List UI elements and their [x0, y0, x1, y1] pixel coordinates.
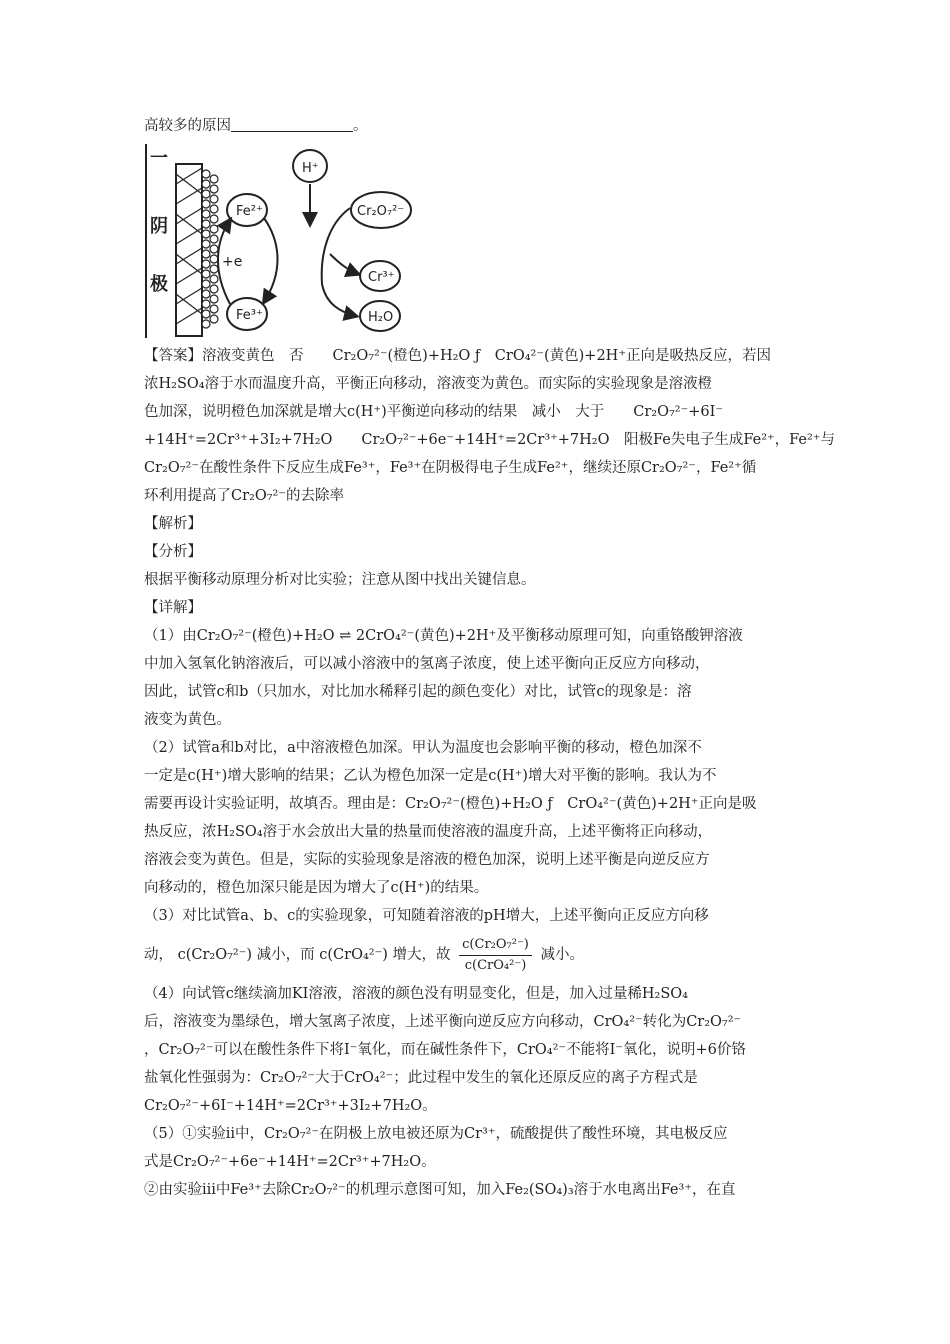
- part-3-post: 减小。: [540, 947, 584, 963]
- fenxi-heading: 【分析】: [144, 544, 202, 560]
- concentration-ratio: [459, 937, 532, 974]
- part-5: [144, 1120, 804, 1204]
- c-cro4: c(CrO₄²⁻): [319, 947, 388, 963]
- cr2o7-label: Cr₂O₇²⁻: [357, 204, 405, 219]
- part-2-line: 一定是c(H⁺)增大影响的结果；乙认为橙色加深一定是c(H⁺)增大对平衡的影响。我认为不: [144, 768, 717, 784]
- diagram-char-2: 阴: [150, 216, 168, 237]
- ratio-numerator: c(Cr₂O₇²⁻): [459, 937, 532, 956]
- cr3-label: Cr³⁺: [368, 270, 395, 285]
- part-4-line: （4）向试管c继续滴加KI溶液，溶液的颜色没有明显变化，但是，加入过量稀H₂SO₄: [144, 986, 688, 1002]
- fe3-label: Fe³⁺: [236, 308, 263, 323]
- cathode-mechanism-diagram: [144, 144, 426, 338]
- h-label: H⁺: [302, 161, 319, 176]
- answer-line: Cr₂O₇²⁻在酸性条件下反应生成Fe³⁺，Fe³⁺在阴极得电子生成Fe²⁺，继续还原Cr₂O₇²⁻，Fe²⁺循: [144, 460, 757, 476]
- intro-line: [144, 112, 804, 140]
- part-2: [144, 734, 804, 902]
- answer-block: [144, 342, 835, 510]
- intro-end: 。: [353, 118, 368, 134]
- h2o-label: H₂O: [368, 310, 394, 325]
- xiangjie-heading: 【详解】: [144, 600, 202, 616]
- document-body: [144, 112, 835, 1204]
- answer-line: +14H⁺=2Cr³⁺+3I₂+7H₂O Cr₂O₇²⁻+6e⁻+14H⁺=2Cr³⁺+7H₂O 阳极Fe失电子生成Fe²⁺，Fe²⁺与: [144, 432, 835, 448]
- diagram-char-1: 一: [150, 148, 168, 169]
- plus-e-label: +e: [222, 254, 243, 270]
- part-4-line: Cr₂O₇²⁻+6I⁻+14H⁺=2Cr³⁺+3I₂+7H₂O。: [144, 1098, 437, 1114]
- c-cr2o7: c(Cr₂O₇²⁻): [177, 947, 253, 963]
- answer-blank[interactable]: [231, 117, 353, 132]
- part-1-line: （1）由Cr₂O₇²⁻(橙色)+H₂O ⇌ 2CrO₄²⁻(黄色)+2H⁺及平衡移动原理可知，向重铬酸钾溶液: [144, 628, 743, 644]
- part-2-line: 需要再设计实验证明，故填否。理由是：Cr₂O₇²⁻(橙色)+H₂O ƒ CrO₄²⁻(黄色)+2H⁺正向是吸: [144, 796, 757, 812]
- part-3-mid1: 减小，而: [256, 947, 315, 963]
- diagram-char-3: 极: [150, 274, 168, 295]
- answer-line: 浓H₂SO₄溶于水而温度升高，平衡正向移动，溶液变为黄色。而实际的实验现象是溶液橙: [144, 376, 713, 392]
- part-2-line: 溶液会变为黄色。但是，实际的实验现象是溶液的橙色加深，说明上述平衡是向逆反应方: [144, 852, 710, 868]
- part-3-pre: 动，: [144, 947, 173, 963]
- part-5-line: 式是Cr₂O₇²⁻+6e⁻+14H⁺=2Cr³⁺+7H₂O。: [144, 1154, 436, 1170]
- part-4-line: 盐氧化性强弱为：Cr₂O₇²⁻大于CrO₄²⁻；此过程中发生的氧化还原反应的离子方程式是: [144, 1070, 698, 1086]
- answer-line: 色加深，说明橙色加深就是增大c(H⁺)平衡逆向移动的结果 减小 大于 Cr₂O₇²⁻+6I⁻: [144, 404, 723, 420]
- part-4-line: 后，溶液变为墨绿色，增大氢离子浓度，上述平衡向逆反应方向移动，CrO₄²⁻转化为Cr₂O₇²⁻: [144, 1014, 742, 1030]
- part-5-line: ②由实验ⅲ中Fe³⁺去除Cr₂O₇²⁻的机理示意图可知，加入Fe₂(SO₄)₃溶于水电离出Fe³⁺，在直: [144, 1182, 736, 1198]
- part-3: [144, 902, 804, 980]
- part-3-mid2: 增大，故: [392, 947, 451, 963]
- fenxi-text: 根据平衡移动原理分析对比实验；注意从图中找出关键信息。: [144, 572, 536, 588]
- part-2-line: （2）试管a和b对比，a中溶液橙色加深。甲认为温度也会影响平衡的移动，橙色加深不: [144, 740, 702, 756]
- part-1-line: 中加入氢氧化钠溶液后，可以减小溶液中的氢离子浓度，使上述平衡向正反应方向移动，: [144, 656, 710, 672]
- part-1-line: 因此，试管c和b（只加水，对比加水稀释引起的颜色变化）对比，试管c的现象是：溶: [144, 684, 692, 700]
- part-2-line: 热反应，浓H₂SO₄溶于水会放出大量的热量而使溶液的温度升高，上述平衡将正向移动，: [144, 824, 713, 840]
- fe2-label: Fe²⁺: [236, 204, 263, 219]
- part-3-fraction-line: [144, 930, 804, 980]
- part-4-line: ，Cr₂O₇²⁻可以在酸性条件下将I⁻氧化，而在碱性条件下，CrO₄²⁻不能将I⁻氧化，说明+6价铬: [144, 1042, 746, 1058]
- answer-line: 环利用提高了Cr₂O₇²⁻的去除率: [144, 488, 345, 504]
- part-4: [144, 980, 804, 1120]
- answer-line: 【答案】溶液变黄色 否 Cr₂O₇²⁻(橙色)+H₂O ƒ CrO₄²⁻(黄色)+2H⁺正向是吸热反应，若因: [144, 348, 771, 364]
- part-2-line: 向移动的，橙色加深只能是因为增大了c(H⁺)的结果。: [144, 880, 489, 896]
- intro-text: 高较多的原因: [144, 118, 231, 134]
- part-5-line: （5）①实验ⅱ中，Cr₂O₇²⁻在阴极上放电被还原为Cr³⁺，硫酸提供了酸性环境，其电极反应: [144, 1126, 728, 1142]
- ratio-denominator: c(CrO₄²⁻): [464, 957, 527, 973]
- part-1: [144, 622, 804, 734]
- part-3-line: （3）对比试管a、b、c的实验现象，可知随着溶液的pH增大，上述平衡向正反应方向移: [144, 908, 709, 924]
- jiexi-heading: 【解析】: [144, 516, 202, 532]
- part-1-line: 液变为黄色。: [144, 712, 231, 728]
